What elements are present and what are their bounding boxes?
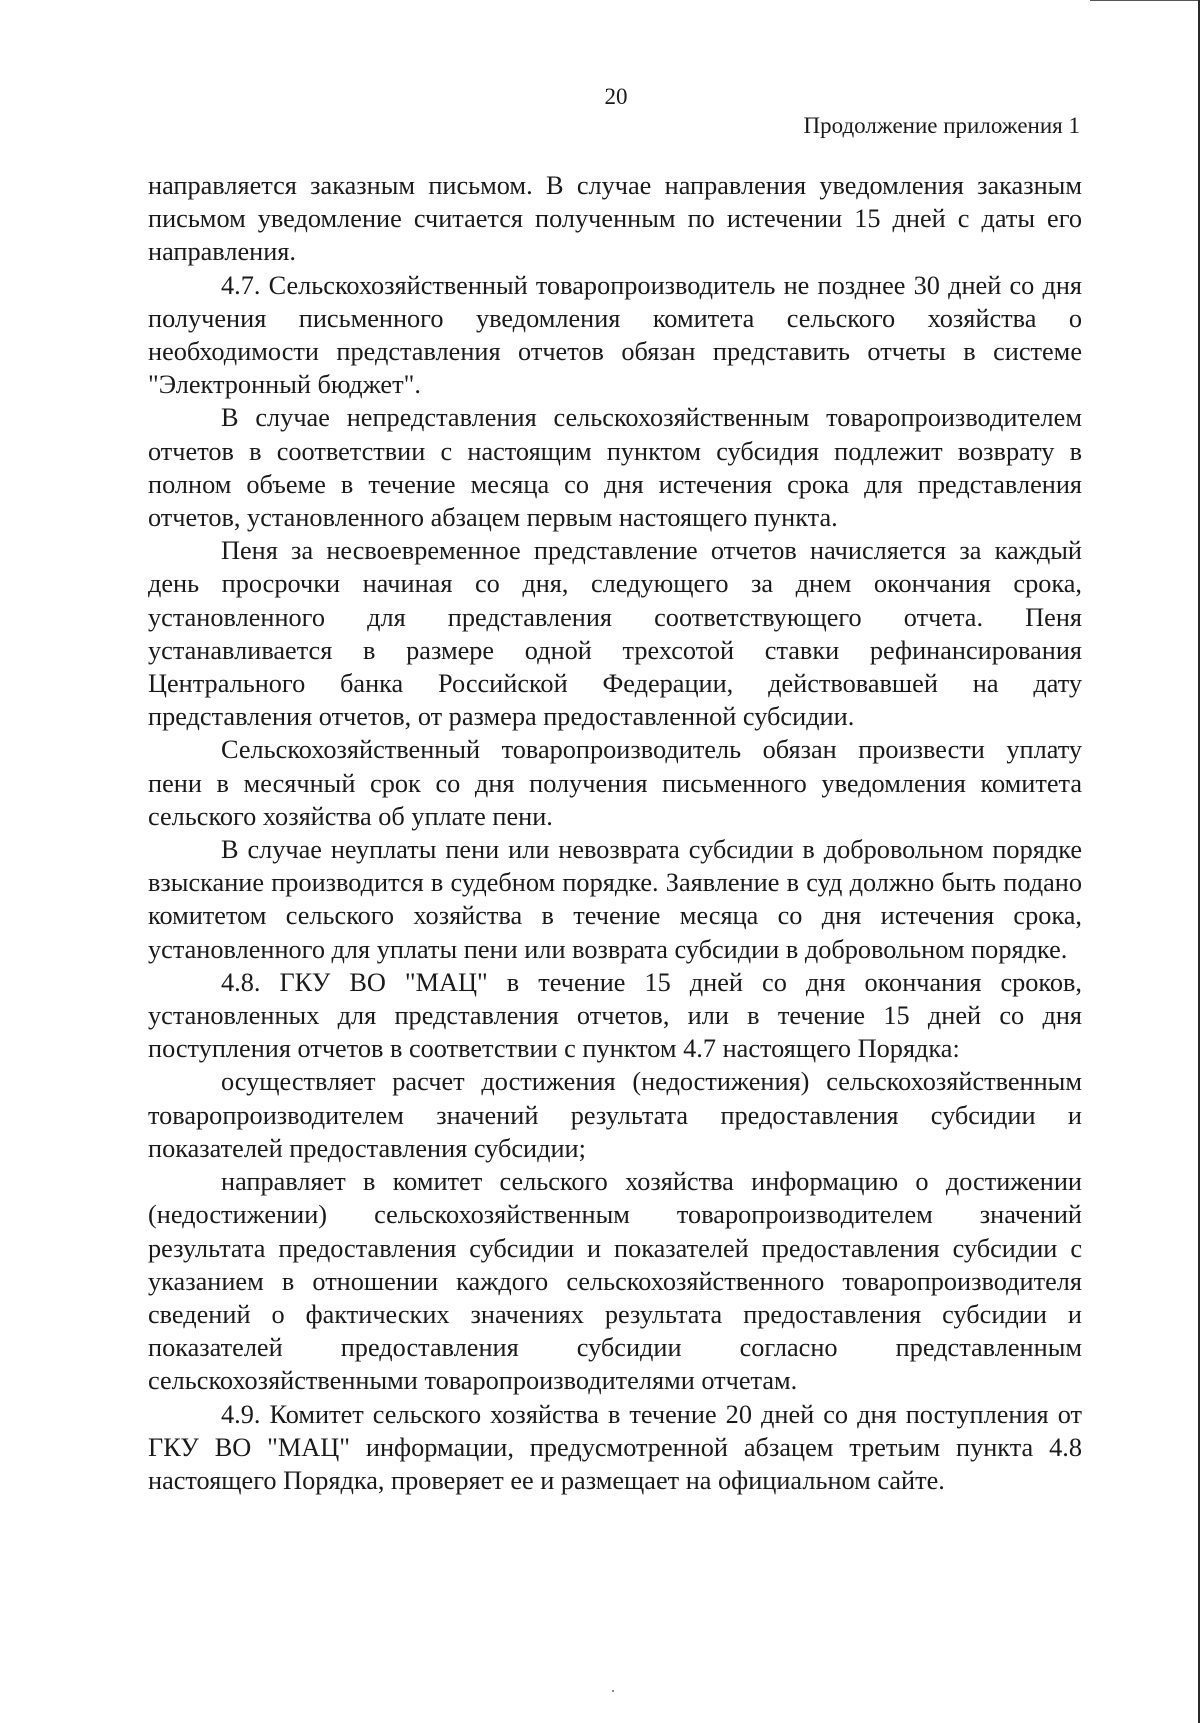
running-header: Продолжение приложения 1: [803, 113, 1080, 138]
paragraph-4-7: 4.7. Сельскохозяйственный товаропроизводитель не позднее 30 дней со дня получения письменного уведомления комитета сельского хозяйства о необходимости представления отчетов обязан представить отчеты в системе "Электронный бюджет".: [148, 270, 1082, 400]
paragraph-4-8-information: направляет в комитет сельского хозяйства информацию о достижении (недостижении) сельскохозяйственным товаропроизводителем значений результата предоставления субсидии и показателей предоставления субсидии с указанием в отношении каждого сельскохозяйственного товаропроизводителя сведений о фактических значениях результата предоставления субсидии и показателей предоставления субсидии согласно представленным сельскохозяйственными товаропроизводителями отчетам.: [148, 1167, 1082, 1396]
paragraph-4-8: 4.8. ГКУ ВО "МАЦ" в течение 15 дней со дня окончания сроков, установленных для представления отчетов, или в течение 15 дней со дня поступления отчетов в соответствии с пунктом 4.7 настоящего Порядка:: [148, 967, 1082, 1064]
paragraph-penalty-payment: Сельскохозяйственный товаропроизводитель обязан произвести уплату пени в месячный срок со дня получения письменного уведомления комитета сельского хозяйства об уплате пени.: [148, 735, 1082, 831]
paragraph-court-recovery: В случае неуплаты пени или невозврата субсидии в добровольном порядке взыскание производится в судебном порядке. Заявление в суд должно быть подано комитетом сельского хозяйства в течение месяца со дня истечения срока, установленного для уплаты пени или возврата субсидии в добровольном порядке.: [148, 835, 1082, 964]
paragraph-continuation: направляется заказным письмом. В случае направления уведомления заказным письмом уведомление считается полученным по истечении 15 дней с даты его направления.: [148, 171, 1082, 267]
scan-edge-top: [1090, 0, 1200, 1]
document-body: [148, 169, 1082, 1497]
paragraph-4-9: 4.9. Комитет сельского хозяйства в течение 20 дней со дня поступления от ГКУ ВО "МАЦ" информации, предусмотренной абзацем третьим пункта 4.8 настоящего Порядка, проверяет ее и размещает на официальном сайте.: [148, 1399, 1082, 1495]
scan-speck: [612, 1690, 614, 1692]
page-number: 20: [604, 84, 628, 109]
paragraph-penalty: Пеня за несвоевременное представление отчетов начисляется за каждый день просрочки начиная со дня, следующего за днем окончания срока, установленного для представления соответствующего отчета. Пеня устанавливается в размере одной трехсотой ставки рефинансирования Центрального банка Российской Федерации, действовавшей на дату представления отчетов, от размера предоставленной субсидии.: [148, 536, 1082, 732]
paragraph-non-submission: В случае непредставления сельскохозяйственным товаропроизводителем отчетов в соответствии с настоящим пунктом субсидия подлежит возврату в полном объеме в течение месяца со дня истечения срока для представления отчетов, установленного абзацем первым настоящего пункта.: [148, 403, 1082, 533]
paragraph-4-8-calculation: осуществляет расчет достижения (недостижения) сельскохозяйственным товаропроизводителем значений результата предоставления субсидии и показателей предоставления субсидии;: [148, 1067, 1082, 1163]
